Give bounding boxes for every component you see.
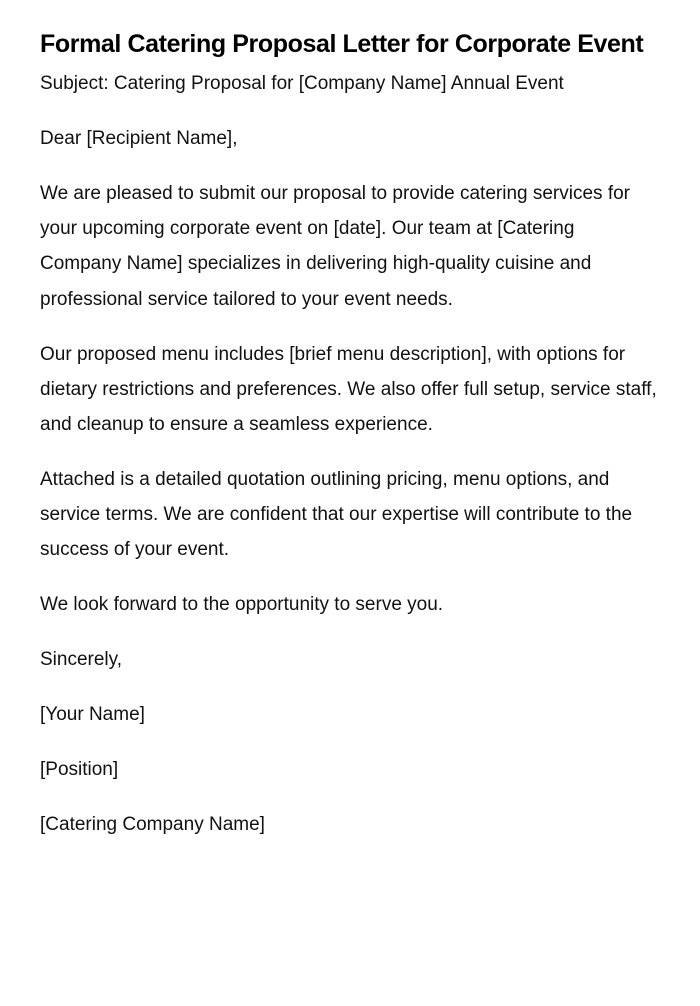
document-title: Formal Catering Proposal Letter for Corporate Event [40, 30, 644, 58]
body-paragraph-quotation: Attached is a detailed quotation outlining pricing, menu options, and service terms. We are confident that our expertise will contribute to the success of your event. [40, 469, 633, 561]
body-paragraph-closing-remark: We look forward to the opportunity to serve you. [40, 594, 444, 616]
salutation: Dear [Recipient Name], [40, 128, 238, 149]
signature-company: [Catering Company Name] [40, 814, 265, 836]
signature-position: [Position] [40, 759, 119, 781]
subject-line: Subject: Catering Proposal for [Company Name] Annual Event [40, 73, 564, 94]
closing: Sincerely, [40, 649, 123, 671]
signature-name: [Your Name] [40, 704, 145, 726]
body-paragraph-intro: We are pleased to submit our proposal to provide catering services for your upcoming corporate event on [date]. Our team at [Catering Company Name] specializes in delivering high-quality cuisine and professional service tailored to your event needs. [40, 183, 631, 310]
body-paragraph-menu: Our proposed menu includes [brief menu description], with options for dietary restrictions and preferences. We also offer full setup, service staff, and cleanup to ensure a seamless experience. [40, 343, 657, 436]
